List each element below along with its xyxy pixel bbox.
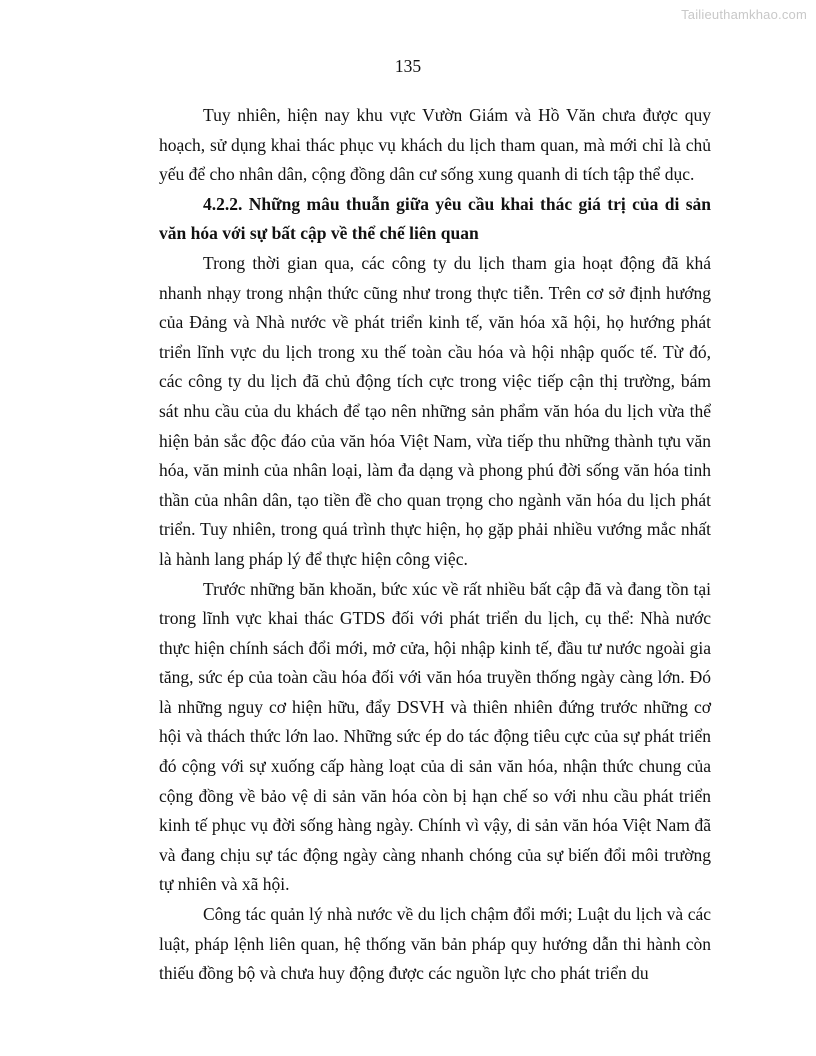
section-heading: 4.2.2. Những mâu thuẫn giữa yêu cầu khai thác giá trị của di sản văn hóa với sự bất cập về thể chế liên quan <box>159 193 711 244</box>
page-number: 135 <box>394 56 422 76</box>
paragraph-concerns: Trước những băn khoăn, bức xúc về rất nhiều bất cập đã và đang tồn tại trong lĩnh vực khai thác GTDS đối với phát triển du lịch, cụ thể: Nhà nước thực hiện chính sách đổi mới, mở cửa, hội nhập kinh tế, đầu tư nước ngoài gia tăng, sức ép của toàn cầu hóa đối với văn hóa truyền thống ngày càng lớn. Đó là những nguy cơ hiện hữu, đẩy DSVH và thiên nhiên đứng trước những cơ hội và thách thức lớn lao. Những sức ép do tác động tiêu cực của sự phát triển đó cộng với sự xuống cấp hàng loạt của di sản văn hóa, nhận thức chung của cộng đồng về bảo vệ di sản văn hóa còn bị hạn chế so với nhu cầu phát triển kinh tế phục vụ đời sống hàng ngày. Chính vì vậy, di sản văn hóa Việt Nam đã và đang chịu sự tác động ngày càng nhanh chóng của sự biến đổi môi trường tự nhiên và xã hội. <box>159 578 711 895</box>
paragraph-tourism-companies: Trong thời gian qua, các công ty du lịch tham gia hoạt động đã khá nhanh nhạy trong nhận thức cũng như trong thực tiễn. Trên cơ sở định hướng của Đảng và Nhà nước về phát triển kinh tế, văn hóa xã hội, họ hướng phát triển lĩnh vực du lịch trong xu thế toàn cầu hóa và hội nhập quốc tế. Từ đó, các công ty du lịch đã chủ động tích cực trong việc tiếp cận thị trường, bám sát nhu cầu của du khách để tạo nên những sản phẩm văn hóa du lịch vừa thể hiện bản sắc độc đáo của văn hóa Việt Nam, vừa tiếp thu những thành tựu văn hóa, văn minh của nhân loại, làm đa dạng và phong phú đời sống văn hóa tinh thần của nhân dân, tạo tiền đề cho quan trọng cho ngành văn hóa du lịch phát triển. Tuy nhiên, trong quá trình thực hiện, họ gặp phải nhiều vướng mắc nhất là hành lang pháp lý để thực hiện công việc. <box>159 252 711 569</box>
watermark: Tailieuthamkhao.com <box>681 7 807 22</box>
paragraph-intro: Tuy nhiên, hiện nay khu vực Vườn Giám và Hồ Văn chưa được quy hoạch, sử dụng khai thác phục vụ khách du lịch tham quan, mà mới chỉ là chủ yếu để cho nhân dân, cộng đồng dân cư sống xung quanh di tích tập thể dục. <box>159 105 711 185</box>
page-body <box>159 101 711 989</box>
paragraph-state-management: Công tác quản lý nhà nước về du lịch chậm đổi mới; Luật du lịch và các luật, pháp lệnh liên quan, hệ thống văn bản pháp quy hướng dẫn thi hành còn thiếu đồng bộ và chưa huy động được các nguồn lực cho phát triển du <box>159 904 711 984</box>
